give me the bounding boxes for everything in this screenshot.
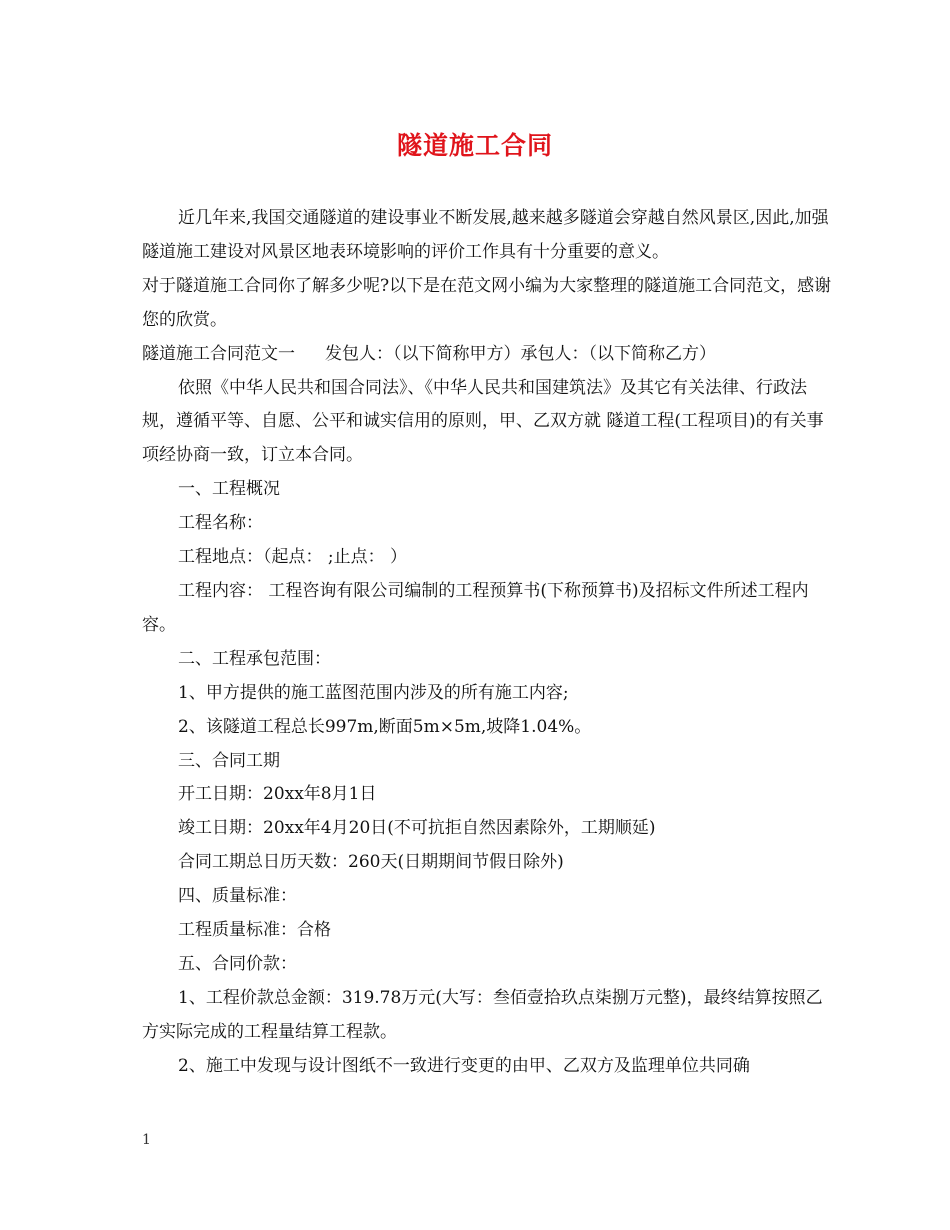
section-4-title: 四、质量标准：: [178, 886, 297, 907]
price-item-2: 2、施工中发现与设计图纸不一致进行变更的由甲、乙双方及监理单位共同确: [178, 1055, 750, 1076]
total-days-line: 合同工期总日历天数：260天(日期期间节假日除外): [178, 852, 564, 873]
sample-heading: 隧道施工合同范文一: [142, 343, 295, 364]
project-content-paragraph: 工程内容： 工程咨询有限公司编制的工程预算书(下称预算书)及招标文件所述工程内容。: [142, 580, 809, 635]
page-number: 1: [142, 1132, 151, 1148]
quality-standard-line: 工程质量标准：合格: [178, 920, 331, 941]
project-name-line: 工程名称：: [178, 513, 263, 534]
basis-paragraph: 依照《中华人民共和国合同法》、《中华人民共和国建筑法》及其它有关法律、行政法规，遵循平等、自愿、公平和诚实信用的原则，甲、乙双方就 隧道工程(工程项目)的有关事项经协商一致，订立本合同。: [142, 377, 824, 466]
intro-paragraph-2: 对于隧道施工合同你了解多少呢?以下是在范文网小编为大家整理的隧道施工合同范文，感谢您的欣赏。: [142, 275, 832, 330]
price-item-1: 1、工程价款总金额：319.78万元(大写：叁佰壹拾玖点柒捌万元整)，最终结算按照乙方实际完成的工程量结算工程款。: [142, 987, 823, 1042]
start-date-line: 开工日期：20xx年8月1日: [178, 784, 377, 805]
section-3-title: 三、合同工期: [178, 750, 280, 771]
document-title: 隧道施工合同: [396, 131, 553, 160]
completion-date-line: 竣工日期：20xx年4月20日(不可抗拒自然因素除外，工期顺延): [178, 818, 656, 839]
document-body: [142, 202, 832, 1084]
section-1-title: 一、工程概况: [178, 479, 280, 500]
section-5-title: 五、合同价款：: [178, 953, 297, 974]
sample-line: [142, 338, 832, 372]
section-2-title: 二、工程承包范围：: [178, 648, 331, 669]
scope-item-2: 2、该隧道工程总长997m,断面5m×5m,坡降1.04%。: [178, 716, 592, 737]
parties-text: 发包人：（以下简称甲方）承包人：（以下简称乙方）: [325, 343, 716, 364]
scope-item-1: 1、甲方提供的施工蓝图范围内涉及的所有施工内容;: [178, 682, 569, 703]
intro-paragraph: 近几年来,我国交通隧道的建设事业不断发展,越来越多隧道会穿越自然风景区,因此,加强隧道施工建设对风景区地表环境影响的评价工作具有十分重要的意义。: [142, 208, 829, 262]
project-location-line: 工程地点：（起点： ;止点： ）: [178, 547, 408, 568]
